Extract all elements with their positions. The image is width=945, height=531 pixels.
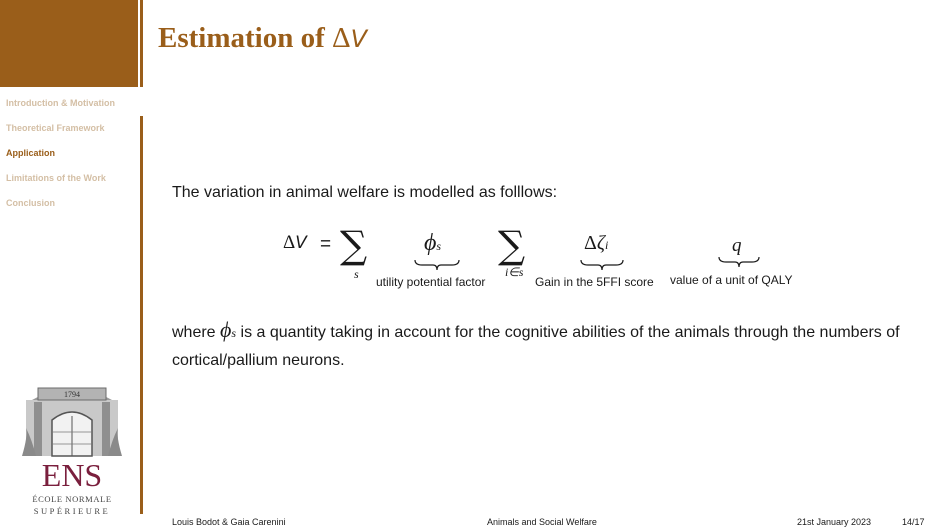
logo-line1: ÉCOLE NORMALE bbox=[32, 494, 112, 504]
zeta-term: Δζi bbox=[584, 232, 609, 254]
underbrace-zeta bbox=[580, 259, 624, 271]
footer-date: 21st January 2023 bbox=[797, 517, 872, 527]
sidebar-item-application[interactable]: Application bbox=[6, 148, 55, 158]
footer-talk-title: Animals and Social Welfare bbox=[487, 517, 597, 527]
logo-name: ENS bbox=[41, 457, 103, 493]
q-symbol: q bbox=[732, 235, 742, 256]
ens-logo bbox=[22, 380, 122, 520]
logo-line2: SUPÉRIEURE bbox=[33, 506, 111, 516]
footer-authors: Louis Bodot & Gaia Carenini bbox=[172, 517, 286, 527]
q-label: value of a unit of QALY bbox=[670, 273, 793, 287]
sum-index-outer: s bbox=[354, 267, 359, 281]
slide-title: Estimation of ΔV bbox=[158, 22, 368, 54]
underbrace-q bbox=[718, 256, 760, 268]
intro-text: The variation in animal welfare is modelled as folllows: bbox=[172, 184, 558, 201]
sidebar-item-limitations[interactable]: Limitations of the Work bbox=[6, 173, 106, 183]
sidebar-item-introduction[interactable]: Introduction & Motivation bbox=[6, 98, 115, 108]
sidebar-nav bbox=[6, 98, 134, 223]
sum-symbol-inner: ∑ bbox=[498, 223, 526, 267]
zeta-label: Gain in the 5FFI score bbox=[535, 275, 654, 289]
phi-label: utility potential factor bbox=[376, 275, 486, 289]
underbrace-phi bbox=[414, 259, 460, 271]
sidebar-rule-top bbox=[140, 0, 143, 87]
footer-page-number: 14/17 bbox=[902, 517, 925, 527]
equation-lhs: ΔV bbox=[283, 232, 307, 253]
equals-sign: = bbox=[320, 234, 332, 255]
sum-symbol-outer: ∑ bbox=[340, 223, 368, 267]
phi-symbol: ϕs bbox=[424, 230, 442, 256]
logo-year: 1794 bbox=[64, 390, 80, 399]
sum-index-inner: i∈s bbox=[505, 265, 524, 279]
sidebar-rule-bottom bbox=[140, 116, 143, 514]
sidebar-item-theoretical-framework[interactable]: Theoretical Framework bbox=[6, 123, 105, 133]
where-paragraph: where ϕs is a quantity taking in account for the cognitive abilities of the animals through the numbers of cortical/pallium neurons. bbox=[172, 317, 900, 369]
sidebar-item-conclusion[interactable]: Conclusion bbox=[6, 198, 55, 208]
brand-block bbox=[0, 0, 138, 87]
